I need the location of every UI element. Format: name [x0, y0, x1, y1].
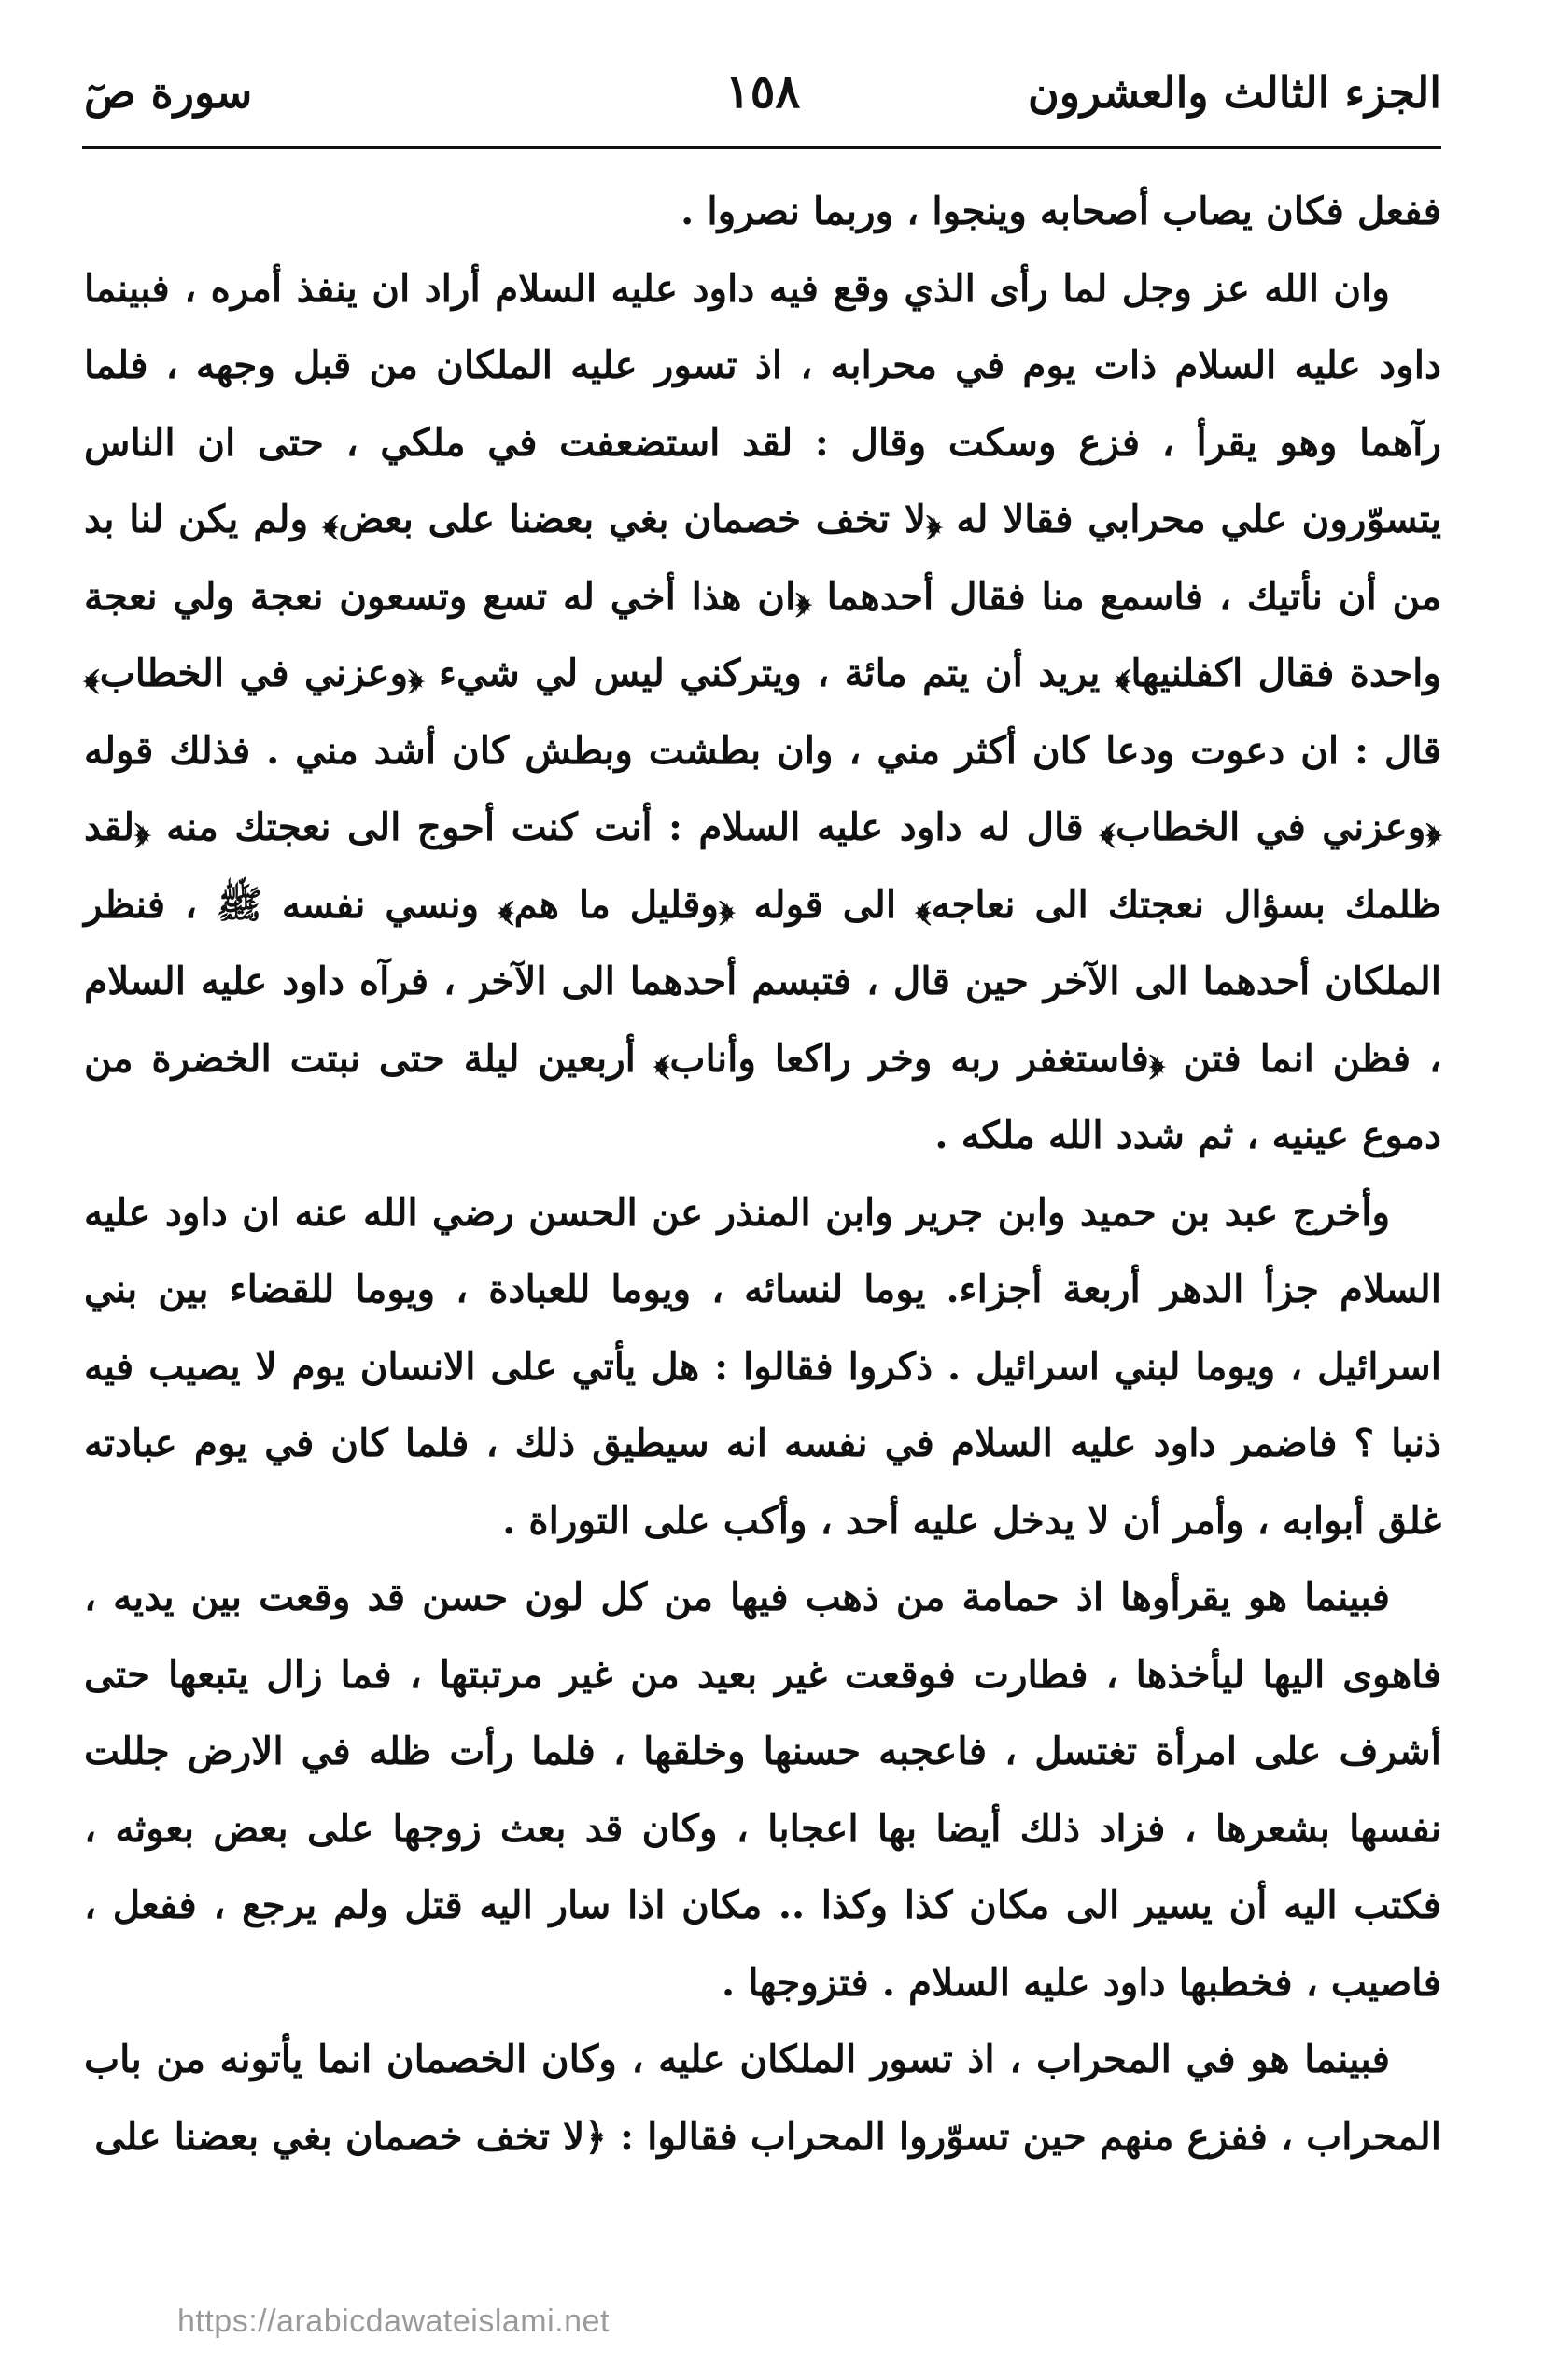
surah-title: سورة صٓ	[84, 67, 253, 118]
header-rule	[82, 146, 1441, 149]
page-body	[84, 173, 1441, 2249]
watermark: https://arabicdawateislami.net	[177, 2303, 610, 2339]
paragraph: فبينما هو يقرأوها اذ حمامة من ذهب فيها من كل لون حسن قد وقعت بين يديه ، فاهوى اليها ليأخذها ، فطارت فوقعت غير بعيد من غير مرتبتها ، فما زال يتبعها حتى أشرف على امرأة تغتسل ، فاعجبه حسنها وخلقها ، فلما رأت ظله في الارض جللت نفسها بشعرها ، فزاد ذلك أيضا بها اعجابا ، وكان قد بعث زوجها على بعض بعوثه ، فكتب اليه أن يسير الى مكان كذا وكذا .. مكان اذا سار اليه قتل ولم يرجع ، ففعل ، فاصيب ، فخطبها داود عليه السلام . فتزوجها .	[84, 1575, 1441, 2005]
paragraph: وان الله عز وجل لما رأى الذي وقع فيه داود عليه السلام أراد ان ينفذ أمره ، فبينما داود عليه السلام ذات يوم في محرابه ، اذ تسور عليه الملكان من قبل وجهه ، فلما رآهما وهو يقرأ ، فزع وسكت وقال : لقد استضعفت في ملكي ، حتى ان الناس يتسوّرون علي محرابي فقالا له ﴿لا تخف خصمان بغي بعضنا على بعض﴾ ولم يكن لنا بد من أن نأتيك ، فاسمع منا فقال أحدهما ﴿ان هذا أخي له تسع وتسعون نعجة ولي نعجة واحدة فقال اكفلنيها﴾ يريد أن يتم مائة ، ويتركني ليس لي شيء ﴿وعزني في الخطاب﴾ قال : ان دعوت ودعا كان أكثر مني ، وان بطشت وبطش كان أشد مني . فذلك قوله ﴿وعزني في الخطاب﴾ قال له داود عليه السلام : أنت كنت أحوج الى نعجتك منه ﴿لقد ظلمك بسؤال نعجتك الى نعاجه﴾ الى قوله ﴿وقليل ما هم﴾ ونسي نفسه ﷺ ، فنظر الملكان أحدهما الى الآخر حين قال ، فتبسم أحدهما الى الآخر ، فرآه داود عليه السلام ، فظن انما فتن ﴿فاستغفر ربه وخر راكعا وأناب﴾ أربعين ليلة حتى نبتت الخضرة من دموع عينيه ، ثم شدد الله ملكه .	[84, 265, 1441, 1157]
paragraph: ففعل فكان يصاب أصحابه وينجوا ، وربما نصروا .	[681, 189, 1441, 233]
page-number: ١٥٨	[724, 63, 801, 119]
paragraph: فبينما هو في المحراب ، اذ تسور الملكان عليه ، وكان الخصمان انما يأتونه من باب المحراب ، ففزع منهم حين تسوّروا المحراب فقالوا : ﴿لا تخف خصمان بغي بعضنا على	[84, 2037, 1441, 2159]
paragraph: وأخرج عبد بن حميد وابن جرير وابن المنذر عن الحسن رضي الله عنه ان داود عليه السلام جزأ الدهر أربعة أجزاء. يوما لنسائه ، ويوما للعبادة ، ويوما للقضاء بين بني اسرائيل ، ويوما لبني اسرائيل . ذكروا فقالوا : هل يأتي على الانسان يوم لا يصيب فيه ذنبا ؟ فاضمر داود عليه السلام في نفسه انه سيطيق ذلك ، فلما كان في يوم عبادته غلق أبوابه ، وأمر أن لا يدخل عليه أحد ، وأكب على التوراة .	[84, 1189, 1441, 1543]
page-header	[84, 58, 1441, 142]
part-title: الجزء الثالث والعشرون	[1027, 67, 1441, 118]
